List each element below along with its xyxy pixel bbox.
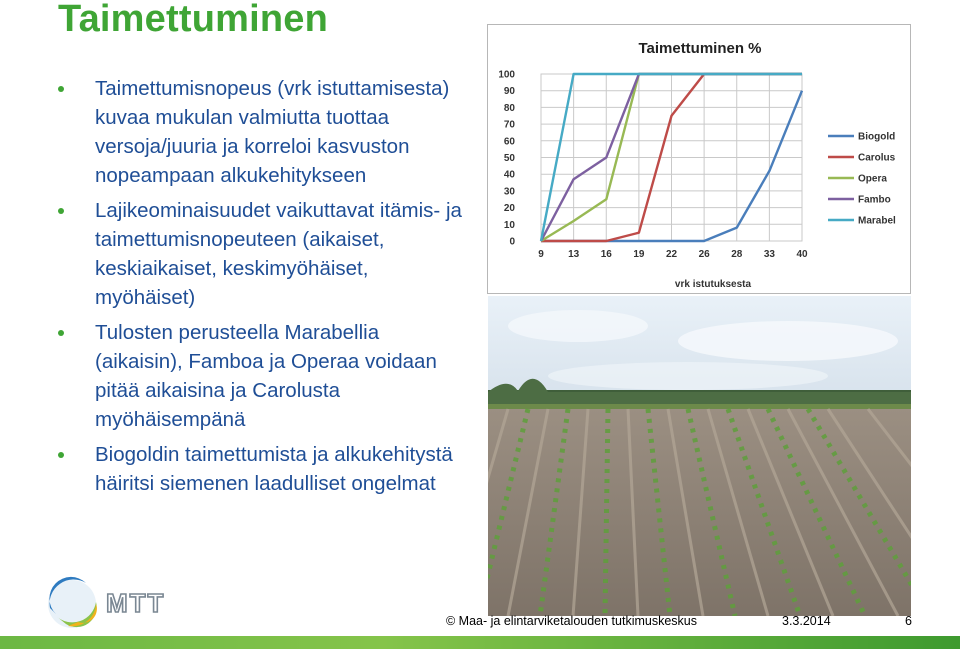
bullet-item — [58, 318, 468, 434]
bullet-item — [58, 440, 468, 498]
x-tick-label: 19 — [633, 249, 645, 260]
field-photo — [488, 296, 911, 616]
legend-label: Carolus — [858, 152, 896, 164]
y-tick-label: 90 — [503, 86, 515, 98]
bullet-text: Taimettumisnopeus (vrk istuttamisesta) kuvaa mukulan valmiutta tuottaa versoja/juuria ja korreloi kasvuston nopeampaan alkukehitykseen — [95, 77, 450, 187]
x-tick-labels — [538, 249, 808, 260]
y-tick-label: 60 — [503, 136, 515, 148]
legend-label: Marabel — [858, 215, 896, 227]
footer — [446, 614, 916, 628]
y-tick-label: 80 — [503, 102, 515, 114]
x-tick-label: 40 — [796, 249, 808, 260]
bullet-list — [58, 74, 468, 504]
bullet-text: Biogoldin taimettumista ja alkukehitystä häiritsi siemenen laadulliset ongelmat — [95, 443, 453, 495]
x-axis-label: vrk istutuksesta — [674, 279, 752, 290]
chart-svg — [488, 25, 912, 295]
y-tick-label: 50 — [503, 153, 515, 164]
y-tick-label: 30 — [503, 186, 515, 198]
logo-icon — [42, 574, 192, 634]
mtt-logo — [42, 574, 192, 634]
y-tick-label: 100 — [498, 69, 515, 81]
x-tick-label: 13 — [568, 249, 580, 260]
potato-field-image — [488, 296, 911, 616]
bullet-item — [58, 196, 468, 312]
bullet-text: Lajikeominaisuudet vaikuttavat itämis- ja taimettumisnopeuteen (aikaiset, keskiaikaiset, keskimyöhäiset, myöhäiset) — [95, 199, 462, 309]
bullet-dot — [58, 452, 64, 458]
x-tick-label: 16 — [600, 249, 612, 260]
x-tick-label: 9 — [538, 249, 544, 260]
legend-label: Biogold — [858, 131, 896, 143]
y-tick-label: 10 — [503, 219, 515, 231]
chart-legend — [828, 132, 896, 227]
page-number: 6 — [905, 614, 912, 628]
bullet-text: Tulosten perusteella Marabellia (aikaisin), Famboa ja Operaa voidaan pitää aikaisina ja Carolusta myöhäisempänä — [95, 321, 437, 431]
bullet-dot — [58, 86, 64, 92]
x-tick-label: 28 — [731, 249, 743, 260]
footer-organization: © Maa- ja elintarviketalouden tutkimuskeskus — [446, 614, 697, 628]
y-tick-label: 0 — [509, 236, 515, 248]
legend-label: Fambo — [858, 194, 891, 206]
y-tick-label: 70 — [503, 119, 515, 131]
x-tick-label: 33 — [763, 249, 775, 260]
legend-label: Opera — [858, 173, 887, 185]
chart-title: Taimettuminen % — [638, 40, 762, 57]
y-tick-label: 20 — [503, 203, 515, 215]
y-tick-label: 40 — [503, 169, 515, 181]
bullet-dot — [58, 208, 64, 214]
bottom-bar — [0, 636, 960, 649]
bullet-item — [58, 74, 468, 190]
y-tick-labels — [498, 70, 515, 248]
slide-title: Taimettuminen — [58, 0, 329, 40]
x-tick-label: 26 — [698, 249, 710, 260]
x-tick-label: 22 — [665, 249, 678, 260]
logo-text: MTT — [106, 588, 166, 618]
emergence-chart — [487, 24, 911, 294]
bullet-dot — [58, 330, 64, 336]
footer-date: 3.3.2014 — [782, 614, 831, 628]
